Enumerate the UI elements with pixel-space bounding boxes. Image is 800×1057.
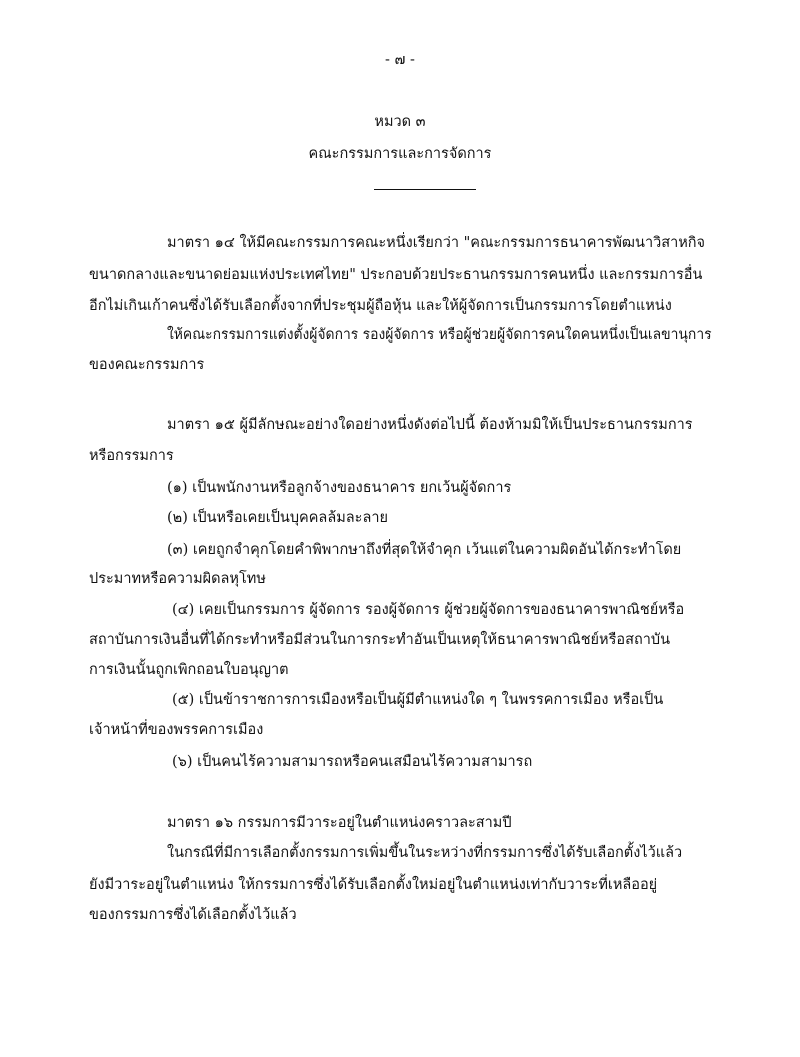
section-14-line-3: อีกไม่เกินเก้าคนซึ่งได้รับเลือกตั้งจากที่ประชุมผู้ถือหุ้น และให้ผู้จัดการเป็นกรรมการโดยตำแหน่ง xyxy=(89,298,672,314)
chapter-number: หมวด ๓ xyxy=(374,114,426,130)
section-16-para-2-line-1: ในกรณีที่มีการเลือกตั้งกรรมการเพิ่มขึ้นในระหว่างที่กรรมการซึ่งได้รับเลือกตั้งไว้แล้ว xyxy=(167,845,683,861)
section-16-para-2-line-3: ของกรรมการซึ่งได้เลือกตั้งไว้แล้ว xyxy=(89,907,297,923)
section-15-item-2: (๒) เป็นหรือเคยเป็นบุคคลล้มละลาย xyxy=(167,510,388,526)
section-15-item-5-line-1: (๕) เป็นข้าราชการการเมืองหรือเป็นผู้มีตำแหน่งใด ๆ ในพรรคการเมือง หรือเป็น xyxy=(172,692,664,708)
section-15-item-4-line-3: การเงินนั้นถูกเพิกถอนใบอนุญาต xyxy=(89,662,289,678)
section-15-item-5-line-2: เจ้าหน้าที่ของพรรคการเมือง xyxy=(89,722,264,738)
page-number: - ๗ - xyxy=(385,52,415,68)
title-underline xyxy=(374,189,476,190)
section-16-para-2-line-2: ยังมีวาระอยู่ในตำแหน่ง ให้กรรมการซึ่งได้รับเลือกตั้งใหม่อยู่ในตำแหน่งเท่ากับวาระที่เหลืออยู่ xyxy=(89,877,658,893)
section-15-item-3-line-2: ประมาทหรือความผิดลหุโทษ xyxy=(89,571,266,587)
section-15-item-6: (๖) เป็นคนไร้ความสามารถหรือคนเสมือนไร้ความสามารถ xyxy=(172,754,533,770)
section-14-para-2-line-2: ของคณะกรรมการ xyxy=(89,357,205,373)
section-14-line-2: ขนาดกลางและขนาดย่อมแห่งประเทศไทย" ประกอบด้วยประธานกรรมการคนหนึ่ง และกรรมการอื่น xyxy=(89,267,703,283)
chapter-title: คณะกรรมการและการจัดการ xyxy=(308,146,492,162)
section-16-line-1: มาตรา ๑๖ กรรมการมีวาระอยู่ในตำแหน่งคราวละสามปี xyxy=(167,815,512,831)
section-15-line-1: มาตรา ๑๕ ผู้มีลักษณะอย่างใดอย่างหนึ่งดังต่อไปนี้ ต้องห้ามมิให้เป็นประธานกรรมการ xyxy=(167,417,693,433)
section-15-item-1: (๑) เป็นพนักงานหรือลูกจ้างของธนาคาร ยกเว้นผู้จัดการ xyxy=(167,480,512,496)
section-14-para-2-line-1: ให้คณะกรรมการแต่งตั้งผู้จัดการ รองผู้จัดการ หรือผู้ช่วยผู้จัดการคนใดคนหนึ่งเป็นเลขานุการ xyxy=(167,327,712,343)
section-15-item-3-line-1: (๓) เคยถูกจำคุกโดยคำพิพากษาถึงที่สุดให้จำคุก เว้นแต่ในความผิดอันได้กระทำโดย xyxy=(167,542,682,558)
section-15-line-2: หรือกรรมการ xyxy=(89,448,174,464)
section-15-item-4-line-1: (๔) เคยเป็นกรรมการ ผู้จัดการ รองผู้จัดการ ผู้ช่วยผู้จัดการของธนาคารพาณิชย์หรือ xyxy=(172,602,685,618)
section-15-item-4-line-2: สถาบันการเงินอื่นที่ได้กระทำหรือมีส่วนในการกระทำอันเป็นเหตุให้ธนาคารพาณิชย์หรือสถาบัน xyxy=(89,632,670,648)
section-14-line-1: มาตรา ๑๔ ให้มีคณะกรรมการคณะหนึ่งเรียกว่า "คณะกรรมการธนาคารพัฒนาวิสาหกิจ xyxy=(167,235,706,251)
